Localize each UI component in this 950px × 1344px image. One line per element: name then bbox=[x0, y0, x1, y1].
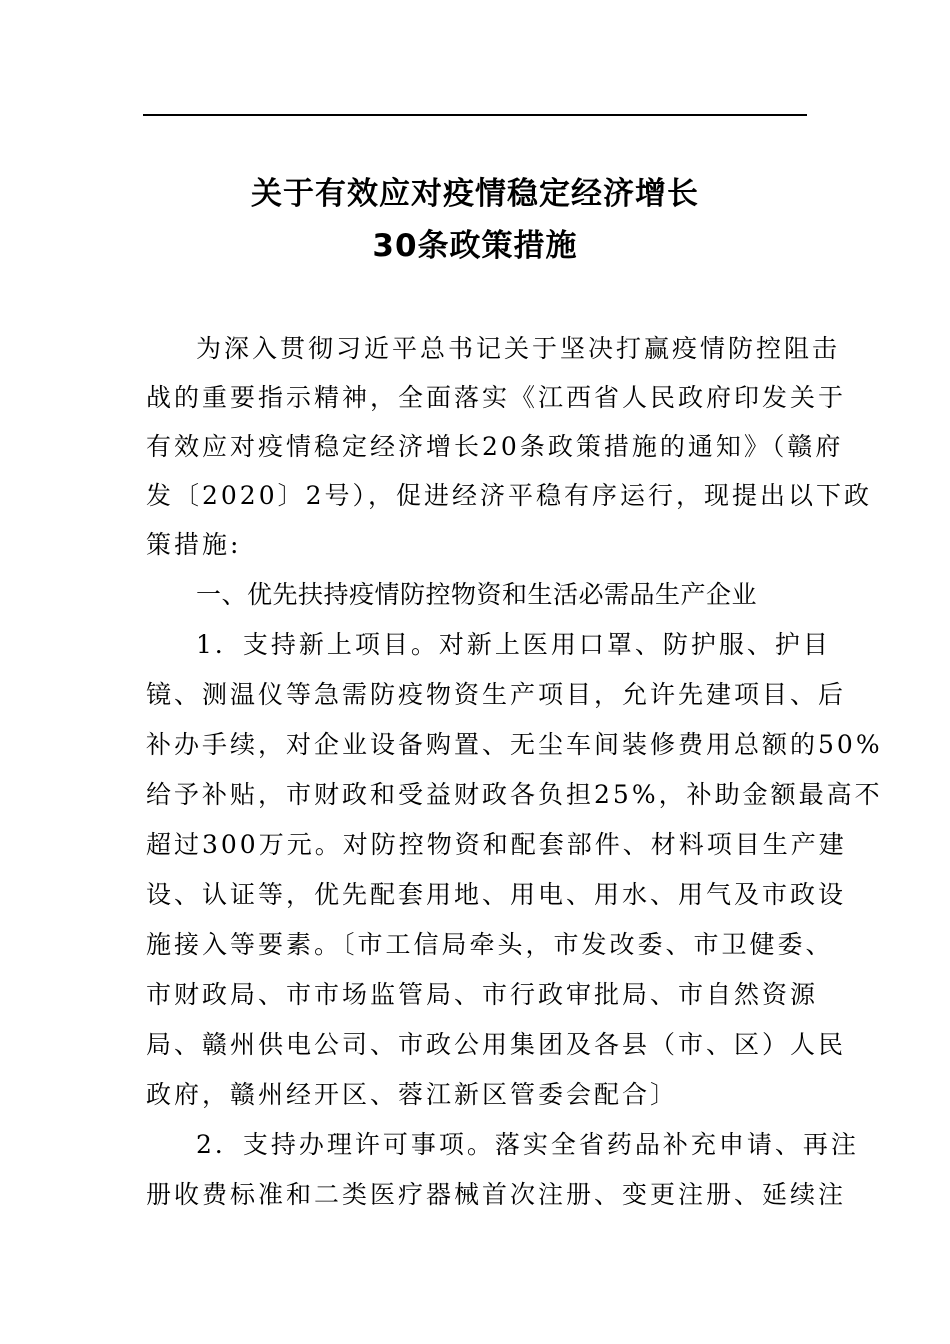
paragraph-line: 设、认证等，优先配套用地、用电、用水、用气及市政设 bbox=[146, 880, 847, 909]
document-title-line-1: 关于有效应对疫情稳定经济增长 bbox=[251, 176, 699, 212]
paragraph-line: 局、赣州供电公司、市政公用集团及各县（市、区）人民 bbox=[146, 1030, 847, 1059]
paragraph-line: 2．支持办理许可事项。落实全省药品补充申请、再注 bbox=[196, 1130, 859, 1159]
paragraph-line: 1．支持新上项目。对新上医用口罩、防护服、护目 bbox=[196, 630, 831, 659]
paragraph-line: 策措施: bbox=[146, 530, 242, 559]
paragraph-line: 超过300万元。对防控物资和配套部件、材料项目生产建 bbox=[146, 830, 847, 859]
header-rule bbox=[143, 114, 807, 116]
paragraph-line: 册收费标准和二类医疗器械首次注册、变更注册、延续注 bbox=[146, 1180, 847, 1209]
paragraph-line: 政府，赣州经开区、蓉江新区管委会配合〕 bbox=[146, 1080, 679, 1109]
paragraph-line: 市财政局、市市场监管局、市行政审批局、市自然资源 bbox=[146, 980, 819, 1009]
paragraph-line: 发〔2020〕2号），促进经济平稳有序运行，现提出以下政 bbox=[146, 481, 873, 510]
paragraph-line: 给予补贴，市财政和受益财政各负担25%，补助金额最高不 bbox=[146, 780, 883, 809]
paragraph-line: 战的重要指示精神，全面落实《江西省人民政府印发关于 bbox=[146, 383, 847, 412]
paragraph-line: 补办手续，对企业设备购置、无尘车间装修费用总额的50% bbox=[146, 730, 883, 759]
paragraph-line: 施接入等要素。〔市工信局牵头，市发改委、市卫健委、 bbox=[146, 930, 834, 959]
paragraph-line: 为深入贯彻习近平总书记关于坚决打赢疫情防控阻击 bbox=[196, 334, 841, 363]
paragraph-line: 有效应对疫情稳定经济增长20条政策措施的通知》（赣府 bbox=[146, 432, 844, 461]
document-title-line-2: 30条政策措施 bbox=[372, 228, 578, 264]
paragraph-line: 镜、测温仪等急需防疫物资生产项目，允许先建项目、后 bbox=[146, 680, 847, 709]
section-heading: 一、优先扶持疫情防控物资和生活必需品生产企业 bbox=[196, 580, 758, 609]
